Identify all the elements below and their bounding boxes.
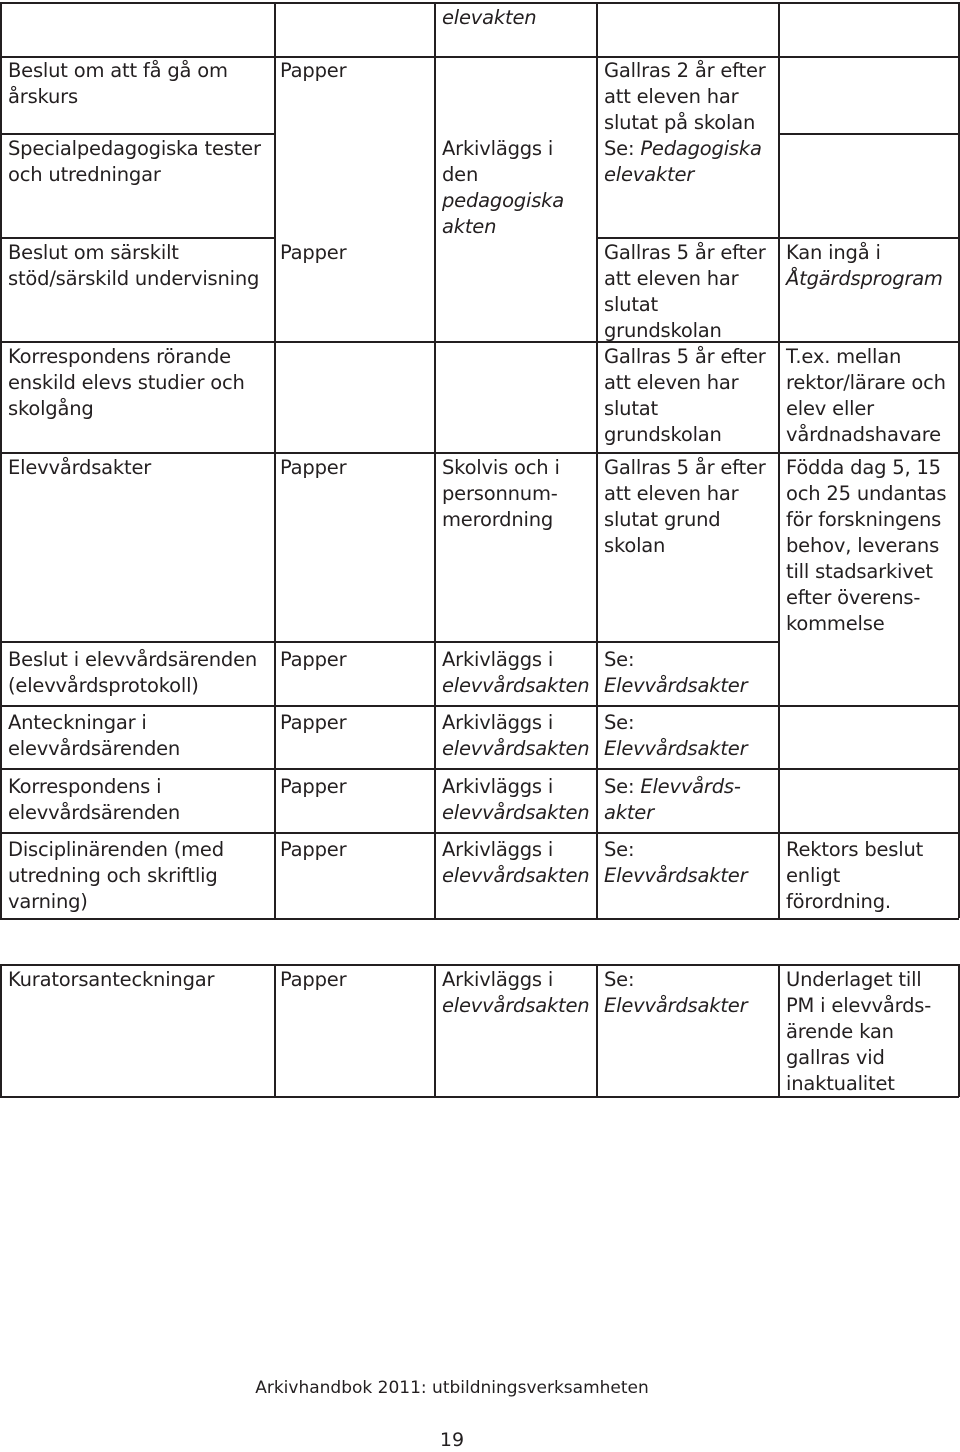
medium-cell: Papper [280, 456, 347, 479]
record-type-cell: Beslut i elevvårdsärenden (elevvårdsprotokoll) [8, 648, 258, 697]
record-type-cell: Korrespondens rörande enskild elevs studier och skolgång [8, 345, 245, 420]
arrangement-cell: Arkivläggs i elevvårdsakten [442, 838, 590, 887]
medium-cell: Papper [280, 775, 347, 798]
record-type-cell: Korrespondens i elevvårdsärenden [8, 775, 181, 824]
record-type-cell: Beslut om särskilt stöd/särskild undervisning [8, 241, 260, 290]
retention-cell: Gallras 5 år efter att eleven har slutat grund skolan [604, 456, 766, 557]
rule [0, 768, 959, 770]
rule [0, 2, 959, 4]
retention-cell: Se: Elevvårdsakter [604, 648, 748, 697]
rule [0, 133, 275, 135]
retention-cell: Se: Elevvårdsakter [604, 968, 748, 1017]
medium-cell: Papper [280, 711, 347, 734]
arrangement-cell: Skolvis och i personnum- merordning [442, 456, 560, 531]
medium-cell: Papper [280, 59, 347, 82]
rule [274, 2, 276, 918]
rule [0, 452, 959, 454]
rule [958, 964, 960, 1097]
record-type-cell: Anteckningar i elevvårdsärenden [8, 711, 181, 760]
col3-continued: elevakten [442, 6, 537, 29]
retention-cell: Gallras 5 år efter att eleven har slutat grundskolan [604, 345, 766, 446]
remarks-cell: T.ex. mellan rektor/lärare och elev eller vårdnadshavare [786, 345, 946, 446]
rule [778, 964, 780, 1097]
rule [0, 832, 959, 834]
remarks-cell: Underlaget till PM i elevvårds- ärende kan gallras vid inaktualitet [786, 968, 932, 1095]
rule [434, 964, 436, 1097]
rule [274, 964, 276, 1097]
record-type-cell: Elevvårdsakter [8, 456, 152, 479]
rule [778, 133, 959, 135]
medium-cell: Papper [280, 241, 347, 264]
retention-cell: Se: Elevvårdsakter [604, 838, 748, 887]
rule [596, 964, 598, 1097]
rule [0, 641, 778, 643]
retention-cell: Se: Elevvårdsakter [604, 711, 748, 760]
rule [596, 2, 598, 918]
rule [0, 2, 2, 918]
rule [0, 918, 959, 920]
rule [778, 2, 780, 918]
page-footer: Arkivhandbok 2011: utbildningsverksamheten [255, 1378, 649, 1398]
retention-cell: Gallras 2 år efter att eleven har slutat på skolan Se: Pedagogiska elevakter [604, 59, 766, 186]
remarks-cell: Kan ingå i Åtgärdsprogram [786, 241, 943, 290]
rule [0, 964, 959, 966]
arrangement-cell: Arkivläggs i elevvårdsakten [442, 648, 590, 697]
arrangement-cell: Arkivläggs i den pedagogiska akten [442, 137, 565, 238]
record-type-cell: Disciplinärenden (med utredning och skriftlig varning) [8, 838, 224, 913]
record-type-cell: Kuratorsanteckningar [8, 968, 215, 991]
medium-cell: Papper [280, 968, 347, 991]
arrangement-cell: Arkivläggs i elevvårdsakten [442, 968, 590, 1017]
retention-cell: Se: Elevvårds- akter [604, 775, 741, 824]
rule [0, 964, 2, 1097]
medium-cell: Papper [280, 648, 347, 671]
rule [0, 341, 959, 343]
retention-cell: Gallras 5 år efter att eleven har slutat grundskolan [604, 241, 766, 342]
rule [0, 237, 275, 239]
arrangement-cell: Arkivläggs i elevvårdsakten [442, 711, 590, 760]
remarks-cell: Födda dag 5, 15 och 25 undantas för forskningens behov, leverans till stadsarkivet efter överens- kommelse [786, 456, 947, 635]
arrangement-cell: Arkivläggs i elevvårdsakten [442, 775, 590, 824]
rule [434, 2, 436, 918]
record-type-cell: Beslut om att få gå om årskurs [8, 59, 228, 108]
medium-cell: Papper [280, 838, 347, 861]
record-type-cell: Specialpedagogiska tester och utredningar [8, 137, 261, 186]
remarks-cell: Rektors beslut enligt förordning. [786, 838, 924, 913]
page-number: 19 [439, 1429, 465, 1451]
rule [0, 705, 959, 707]
rule [958, 2, 960, 918]
